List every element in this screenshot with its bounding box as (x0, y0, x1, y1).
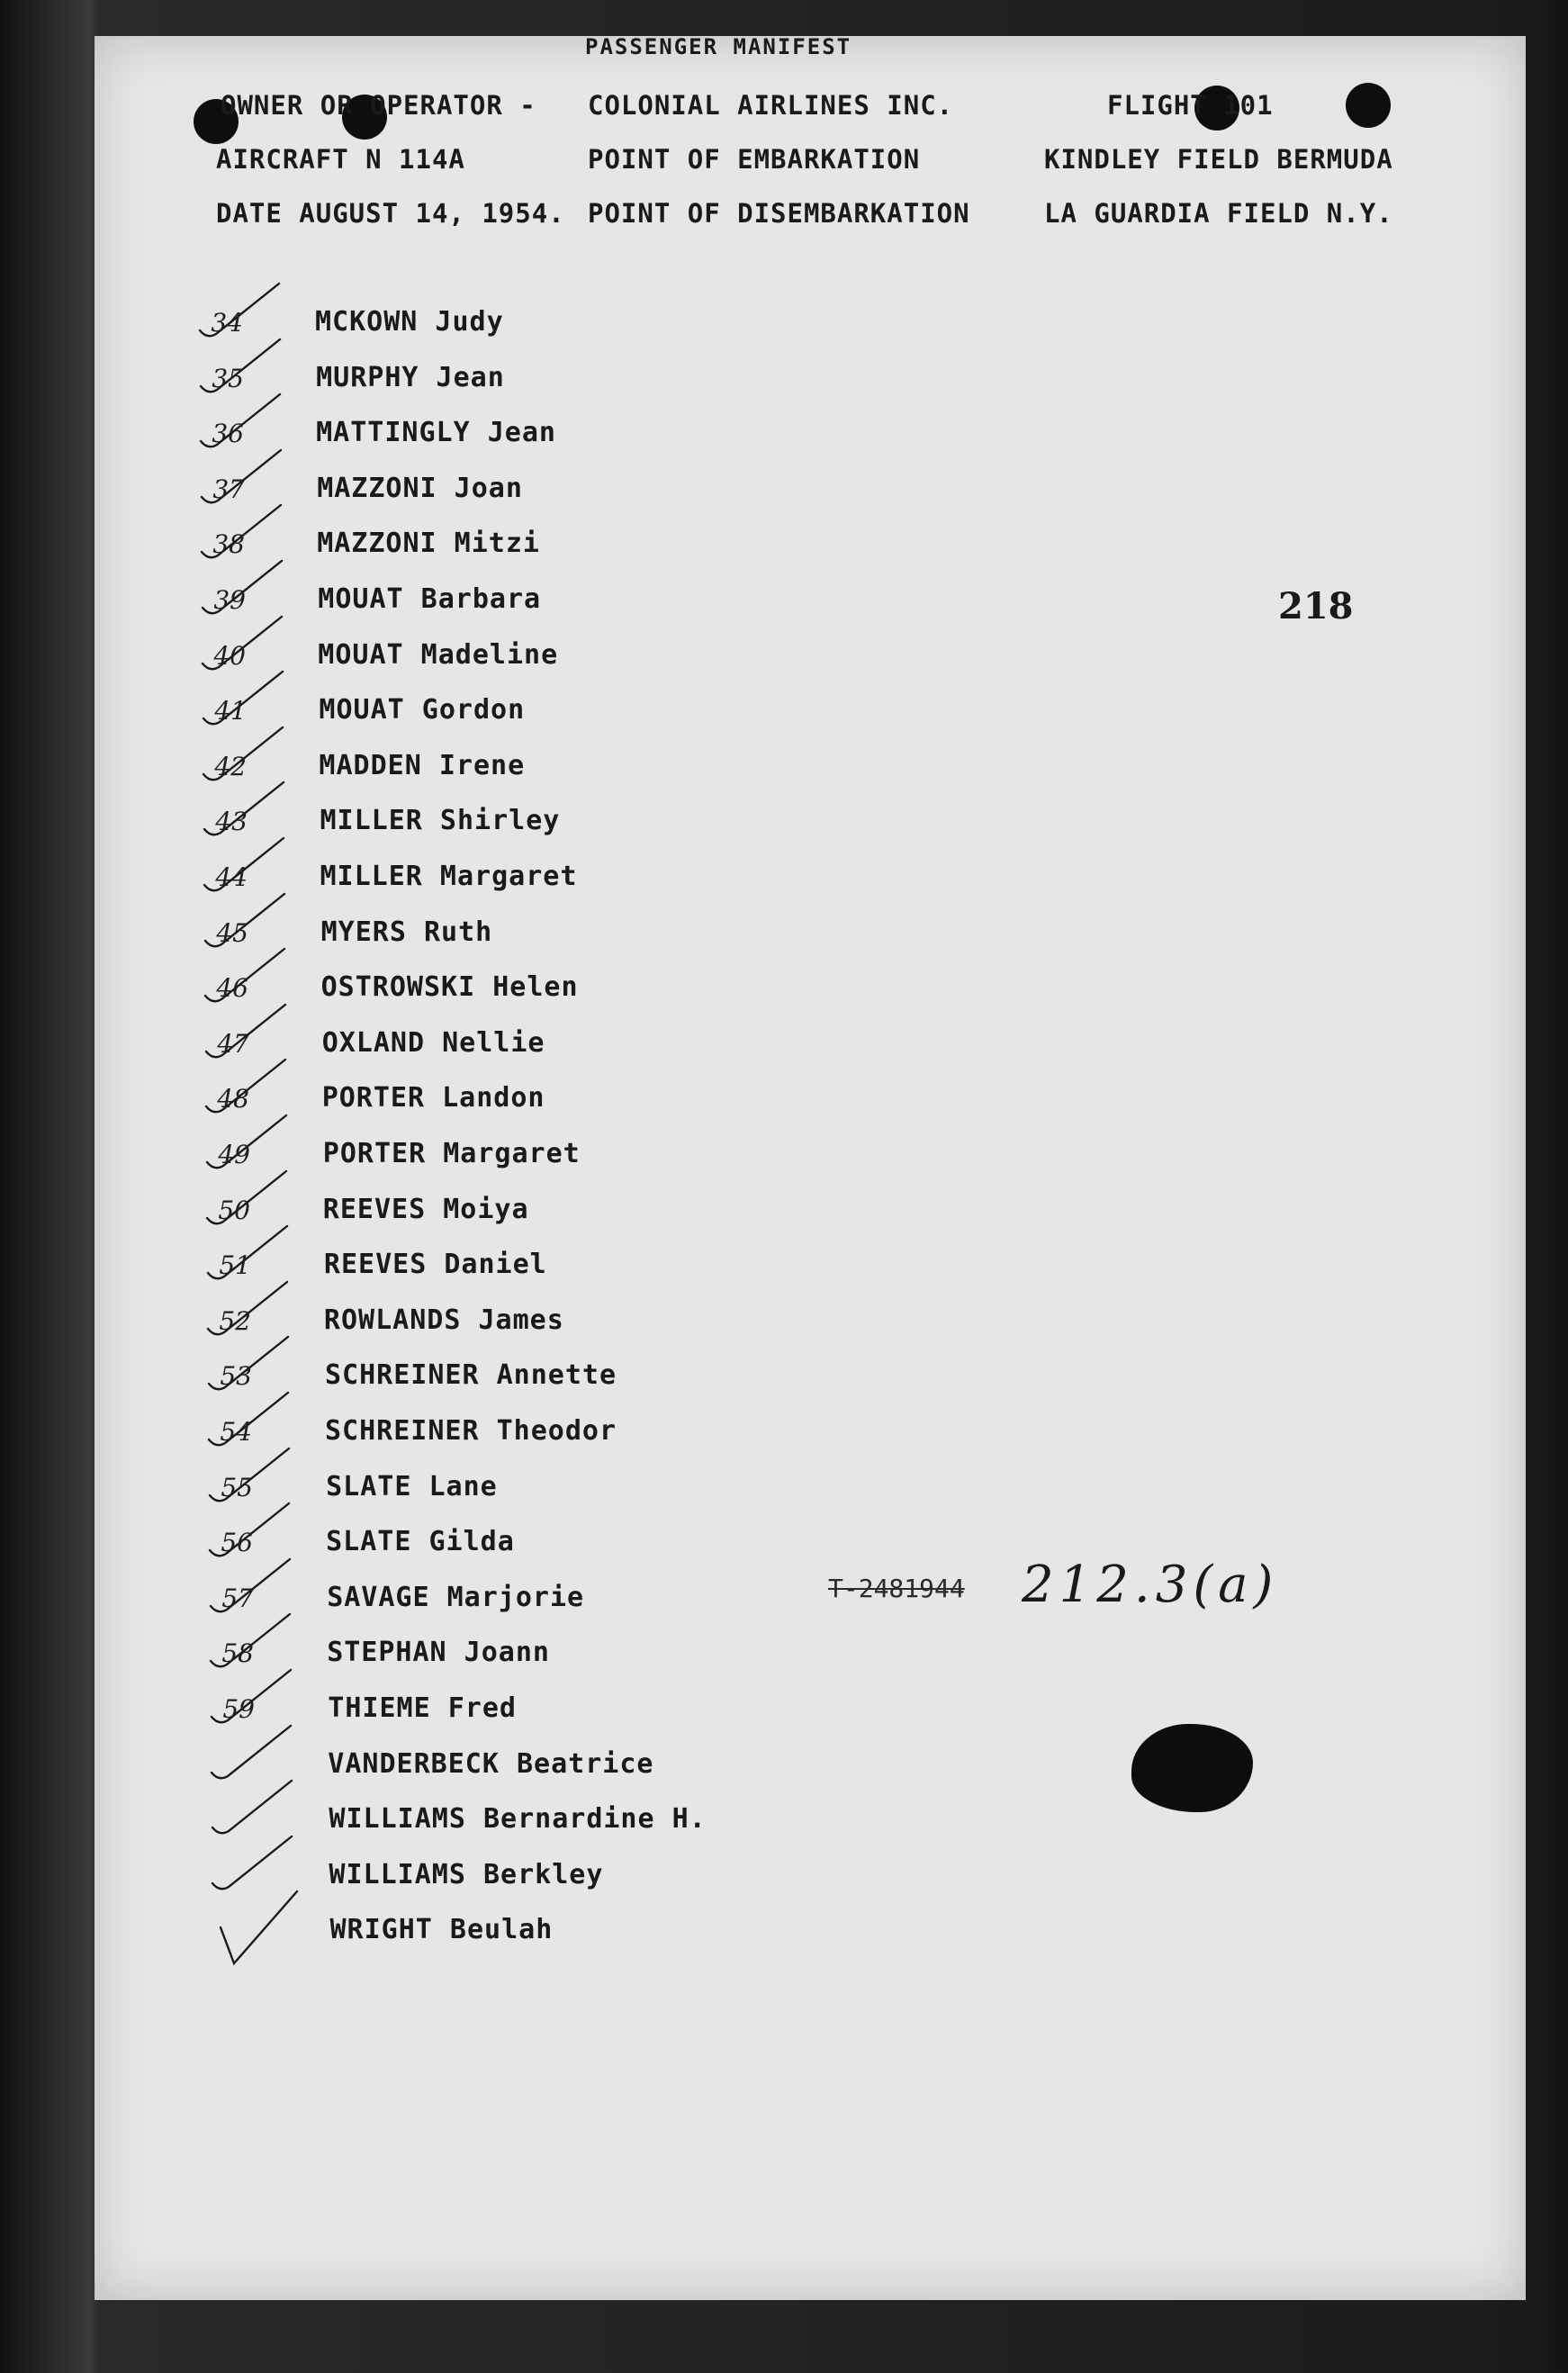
disembarkation-value: LA GUARDIA FIELD N.Y. (1044, 198, 1393, 229)
passenger-number: 48 (217, 1084, 249, 1114)
passenger-name: MCKOWN Judy (315, 306, 504, 338)
aircraft-id: AIRCRAFT N 114A (216, 144, 465, 175)
passenger-name: MOUAT Gordon (319, 694, 526, 726)
passenger-name: MILLER Margaret (320, 861, 578, 892)
flight-number: FLIGHT 101 (1107, 90, 1274, 121)
passenger-name: MOUAT Barbara (318, 583, 542, 615)
passenger-number: 37 (212, 474, 245, 504)
passenger-name: PORTER Landon (321, 1082, 545, 1114)
passenger-number: 41 (214, 696, 247, 726)
passenger-name: VANDERBECK Beatrice (328, 1747, 654, 1780)
passenger-name: MAZZONI Joan (317, 472, 523, 504)
passenger-name: MOUAT Madeline (318, 638, 559, 671)
passenger-number: 58 (221, 1638, 254, 1669)
embarkation-value: KINDLEY FIELD BERMUDA (1044, 144, 1393, 175)
passenger-number: 46 (216, 973, 248, 1004)
passenger-number: 43 (215, 807, 248, 837)
passenger-number: 45 (216, 917, 248, 948)
passenger-name: THIEME Fred (328, 1692, 517, 1724)
passenger-name: MILLER Shirley (320, 805, 561, 837)
passenger-number: 59 (222, 1694, 255, 1724)
owner-value: COLONIAL AIRLINES INC. (588, 90, 954, 121)
ink-blot (1131, 1724, 1253, 1812)
passenger-number: 56 (221, 1528, 253, 1558)
passenger-number: 52 (219, 1305, 251, 1336)
passenger-number: 55 (221, 1472, 253, 1502)
passenger-name: STEPHAN Joann (327, 1637, 550, 1669)
passenger-number: 49 (218, 1140, 250, 1169)
passenger-number: 39 (213, 585, 246, 615)
passenger-number: 53 (220, 1361, 252, 1392)
punch-hole-right (1346, 83, 1391, 128)
passenger-number: 35 (212, 363, 244, 393)
passenger-number: 34 (211, 308, 243, 338)
passenger-number: 36 (212, 419, 244, 449)
passenger-name: WILLIAMS Berkley (329, 1858, 604, 1890)
passenger-number: 44 (215, 862, 248, 892)
handwritten-reference-code: 212.3(a) (1022, 1556, 1279, 1614)
disembarkation-label: POINT OF DISEMBARKATION (588, 198, 970, 229)
passenger-number: 50 (218, 1195, 250, 1225)
passenger-name: SAVAGE Marjorie (327, 1581, 585, 1613)
check-mark-icon (194, 1864, 311, 1963)
passenger-name: WILLIAMS Bernardine H. (329, 1803, 707, 1836)
passenger-number: 54 (220, 1417, 252, 1447)
passenger-name: SCHREINER Theodor (325, 1415, 617, 1447)
struck-reference-code: T-2481944 (828, 1574, 965, 1603)
passenger-name: MURPHY Jean (316, 361, 505, 393)
manifest-page (95, 36, 1526, 2300)
passenger-name: MADDEN Irene (319, 749, 526, 781)
passenger-number: 42 (214, 751, 247, 781)
passenger-name: SLATE Gilda (326, 1526, 515, 1558)
embarkation-label: POINT OF EMBARKATION (588, 144, 921, 175)
passenger-name: MATTINGLY Jean (316, 417, 556, 449)
passenger-name: REEVES Daniel (323, 1249, 547, 1281)
manifest-date: DATE AUGUST 14, 1954. (216, 198, 565, 229)
passenger-name: SCHREINER Annette (325, 1359, 617, 1392)
manifest-title: PASSENGER MANIFEST (585, 34, 852, 59)
passenger-name: MYERS Ruth (320, 916, 493, 948)
passenger-number: 57 (221, 1583, 254, 1613)
passenger-name: SLATE Lane (326, 1470, 498, 1502)
passenger-number: 40 (213, 640, 246, 671)
passenger-name: OSTROWSKI Helen (320, 971, 579, 1004)
passenger-number: 51 (219, 1250, 251, 1281)
passenger-name: PORTER Margaret (322, 1138, 581, 1169)
passenger-name: MAZZONI Mitzi (317, 528, 540, 560)
page-number: 218 (1278, 585, 1354, 627)
passenger-name: OXLAND Nellie (321, 1026, 545, 1059)
passenger-name: WRIGHT Beulah (329, 1914, 554, 1946)
passenger-name: ROWLANDS James (323, 1304, 564, 1336)
passenger-number: 47 (217, 1028, 249, 1059)
passenger-number: 38 (212, 529, 245, 560)
owner-label: OWNER OR OPERATOR - (221, 90, 536, 121)
passenger-name: REEVES Moiya (322, 1193, 529, 1225)
